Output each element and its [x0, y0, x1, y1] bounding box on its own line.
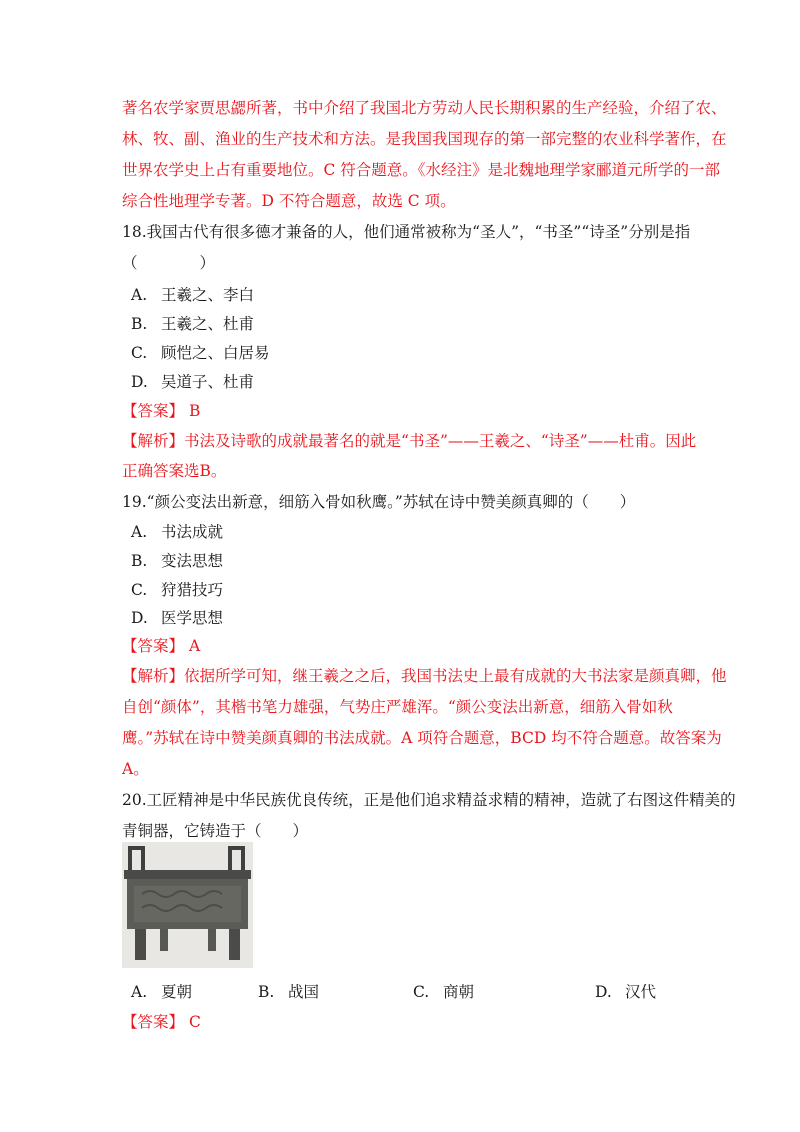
option-letter: D.	[131, 373, 148, 391]
answer-value: C	[188, 1013, 201, 1031]
option-text: 商朝	[443, 983, 475, 1001]
q19-analysis-line-1	[122, 666, 727, 686]
option-letter: B.	[131, 315, 148, 333]
option-letter: D.	[131, 609, 148, 627]
option-letter: A.	[131, 983, 148, 1001]
q19-stem: 19.“颜公变法出新意，细筋入骨如秋鹰。”苏轼在诗中赞美颜真卿的（ ）	[122, 493, 636, 511]
prev-explanation-line-1: 著名农学家贾思勰所著，书中介绍了我国北方劳动人民长期积累的生产经验，介绍了农、	[122, 99, 727, 117]
option-text: 王羲之、李白	[161, 286, 255, 304]
q20-option-c	[413, 982, 474, 1002]
q18-analysis-line-1	[122, 431, 696, 451]
q19-answer	[122, 636, 200, 656]
q20-option-d	[595, 982, 656, 1002]
q18-option-b	[131, 314, 254, 334]
option-letter: C.	[131, 581, 148, 599]
option-letter: B.	[258, 983, 275, 1001]
option-text: 夏朝	[161, 983, 193, 1001]
option-text: 战国	[288, 983, 320, 1001]
q19-option-d	[131, 608, 223, 628]
q18-answer	[122, 401, 200, 421]
option-text: 狩猎技巧	[161, 581, 224, 599]
prev-explanation-line-2: 林、牧、副、渔业的生产技术和方法。是我国我国现存的第一部完整的农业科学著作，在	[122, 130, 727, 148]
q19-analysis-line-2: 自创“颜体”，其楷书笔力雄强，气势庄严雄浑。“颜公变法出新意，细筋入骨如秋	[122, 698, 673, 716]
option-text: 汉代	[625, 983, 657, 1001]
option-text: 书法成就	[161, 523, 224, 541]
q19-analysis-line-3: 鹰。”苏轼在诗中赞美颜真卿的书法成就。A 项符合题意，BCD 均不符合题意。故答案为	[122, 729, 722, 747]
prev-explanation-line-4: 综合性地理学专著。D 不符合题意，故选 C 项。	[122, 192, 456, 210]
q18-option-a	[131, 285, 254, 305]
bronze-ding-photo	[122, 842, 253, 968]
q20-answer	[122, 1012, 201, 1032]
option-letter: A.	[131, 523, 148, 541]
answer-value: A	[188, 637, 201, 655]
answer-tag: 【答案】	[122, 402, 185, 420]
q18-option-c	[131, 343, 270, 363]
q20-option-a	[131, 982, 192, 1002]
q18-stem: 18.我国古代有很多德才兼备的人，他们通常被称为“圣人”，“书圣”“诗圣”分别是指	[122, 223, 691, 241]
answer-tag: 【答案】	[122, 637, 185, 655]
answer-value: B	[188, 402, 201, 420]
q19-option-c	[131, 580, 223, 600]
option-letter: D.	[595, 983, 612, 1001]
q18-stem-blank: （ ）	[122, 254, 216, 272]
option-text: 变法思想	[161, 552, 224, 570]
q20-option-b	[258, 982, 319, 1002]
option-text: 吴道子、杜甫	[161, 373, 255, 391]
q18-option-d	[131, 372, 254, 392]
analysis-tag: 【解析】	[122, 667, 185, 685]
q19-analysis-line-4: A。	[122, 760, 149, 778]
q19-option-a	[131, 522, 223, 542]
option-text: 顾恺之、白居易	[161, 344, 270, 362]
option-letter: C.	[413, 983, 430, 1001]
bronze-ding-image	[122, 842, 253, 968]
q20-stem-line-2: 青铜器，它铸造于（ ）	[122, 822, 309, 840]
prev-explanation-line-3: 世界农学史上占有重要地位。C 符合题意。《水经注》是北魏地理学家郦道元所学的一部	[122, 161, 721, 179]
answer-tag: 【答案】	[122, 1013, 185, 1031]
q19-option-b	[131, 551, 223, 571]
q18-analysis-line-2: 正确答案选B。	[122, 462, 227, 480]
option-letter: B.	[131, 552, 148, 570]
option-letter: C.	[131, 344, 148, 362]
option-text: 王羲之、杜甫	[161, 315, 255, 333]
option-letter: A.	[131, 286, 148, 304]
analysis-text: 依据所学可知，继王羲之之后，我国书法史上最有成就的大书法家是颜真卿，他	[184, 667, 727, 685]
q20-stem: 20.工匠精神是中华民族优良传统，正是他们追求精益求精的精神，造就了右图这件精美的	[122, 791, 736, 809]
option-text: 医学思想	[161, 609, 224, 627]
analysis-tag: 【解析】	[122, 432, 185, 450]
analysis-text: 书法及诗歌的成就最著名的就是“书圣”——王羲之、“诗圣”——杜甫。因此	[184, 432, 697, 450]
